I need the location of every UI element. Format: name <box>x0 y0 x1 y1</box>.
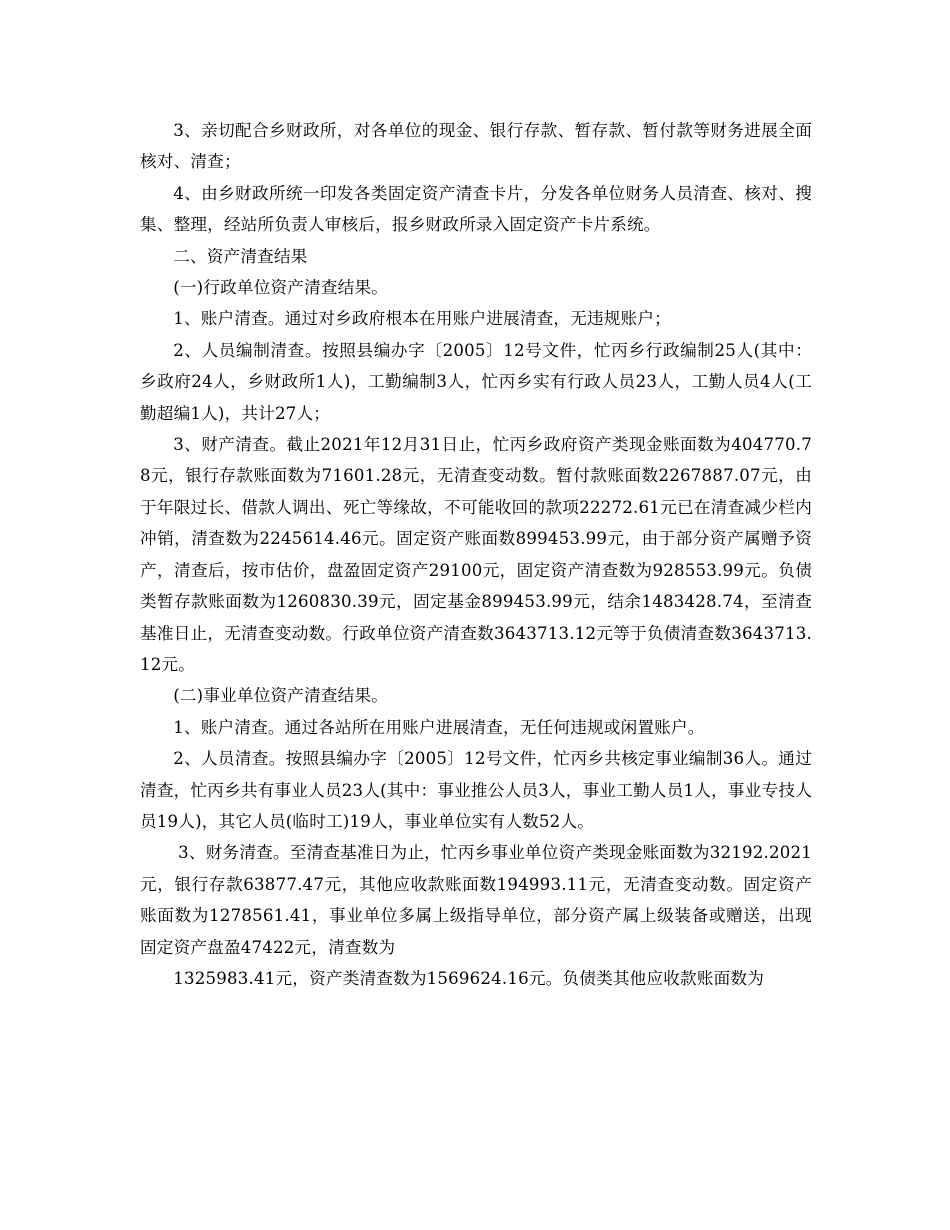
paragraph-financial-check: 3、亲切配合乡财政所，对各单位的现金、银行存款、暂存款、暂付款等财务进展全面核对、清查； <box>140 121 812 172</box>
subsection-heading-administrative: (一)行政单位资产清查结果。 <box>173 278 389 298</box>
paragraph-admin-property-check: 3、财产清查。截止2021年12月31日止，忙丙乡政府资产类现金账面数为404770.78元，银行存款账面数为71601.28元，无清查变动数。暂付款账面数2267887.07元，由于年限过长、借款人调出、死亡等缘故，不可能收回的款项22272.61元已在清查减少栏内冲销，清查数为2245614.46元。固定资产账面数899453.99元，由于部分资产属赠予资产，清查后，按市估价，盘盈固定资产29100元，固定资产清查数为928553.99元。负债类暂存款账面数为1260830.39元，固定基金899453.99元，结余1483428.74，至清查基准日止，无清查变动数。行政单位资产清查数3643713.12元等于负债清查数3643713.12元。 <box>140 435 812 674</box>
paragraph-institution-account-check: 1、账户清查。通过各站所在用账户进展清查，无任何违规或闲置账户。 <box>173 717 705 737</box>
section-heading-asset-results: 二、资产清查结果 <box>173 246 308 266</box>
paragraph-admin-staff-check: 2、人员编制清查。按照县编办字〔2005〕12号文件，忙丙乡行政编制25人(其中：乡政府24人，乡财政所1人)，工勤编制3人，忙丙乡实有行政人员23人，工勤人员4人(工勤超编1人)，共计27人； <box>140 340 812 423</box>
paragraph-institution-finance-continued: 1325983.41元，资产类清查数为1569624.16元。负债类其他应收款账面数为 <box>173 968 765 988</box>
paragraph-admin-account-check: 1、账户清查。通过对乡政府根本在用账户进展清查，无违规账户； <box>173 309 671 329</box>
paragraph-fixed-asset-cards: 4、由乡财政所统一印发各类固定资产清查卡片，分发各单位财务人员清查、核对、搜集、整理，经站所负责人审核后，报乡财政所录入固定资产卡片系统。 <box>140 183 812 235</box>
document-page <box>140 115 812 994</box>
paragraph-institution-staff-check: 2、人员清查。按照县编办字〔2005〕12号文件，忙丙乡共核定事业编制36人。通过清查，忙丙乡共有事业人员23人(其中：事业推公人员3人，事业工勤人员1人，事业专技人员19人)，其它人员(临时工)19人，事业单位实有人数52人。 <box>140 749 812 831</box>
paragraph-institution-finance-check: 3、财务清查。至清查基准日为止，忙丙乡事业单位资产类现金账面数为32192.2021元，银行存款63877.47元，其他应收款账面数194993.11元，无清查变动数。固定资产账面数为1278561.41，事业单位多属上级指导单位，部分资产属上级装备或赠送，出现固定资产盘盈47422元，清查数为 <box>140 843 812 957</box>
subsection-heading-public-institution: (二)事业单位资产清查结果。 <box>173 686 389 706</box>
